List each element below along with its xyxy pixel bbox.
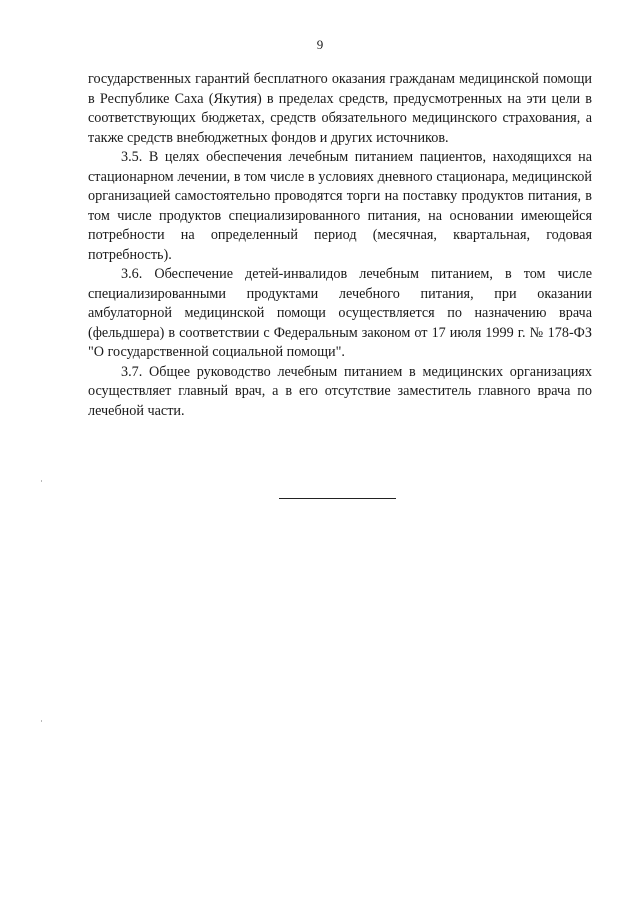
- scan-mark: [41, 480, 42, 482]
- paragraph-continuation: государственных гарантий бесплатного оказания гражданам медицинской помощи в Республике Саха (Якутия) в пределах средств, предусмотренных на эти цели в соответствующих бюджетах, средств обязательного медицинского страхования, а также средств внебюджетных фондов и других источников.: [88, 71, 592, 146]
- paragraph-3-5: 3.5. В целях обеспечения лечебным питанием пациентов, находящихся на стационарном лечении, в том числе в условиях дневного стационара, медицинской организацией самостоятельно проводятся торги на поставку продуктов питания, в том числе продуктов специализированного питания, на основании имеющейся потребности на определенный период (месячная, квартальная, годовая потребность).: [88, 149, 592, 263]
- page-number: 9: [316, 37, 324, 52]
- paragraph-3-7: 3.7. Общее руководство лечебным питанием в медицинских организациях осуществляет главный врач, а в его отсутствие заместитель главного врача по лечебной части.: [88, 363, 592, 419]
- document-body: [88, 70, 592, 421]
- end-separator-line: [279, 498, 396, 499]
- scan-mark: [41, 720, 42, 722]
- paragraph-3-6: 3.6. Обеспечение детей-инвалидов лечебным питанием, в том числе специализированными продуктами лечебного питания, при оказании амбулаторной медицинской помощи осуществляется по назначению врача (фельдшера) в соответствии с Федеральным законом от 17 июля 1999 г. № 178-ФЗ "О государственной социальной помощи".: [88, 266, 592, 360]
